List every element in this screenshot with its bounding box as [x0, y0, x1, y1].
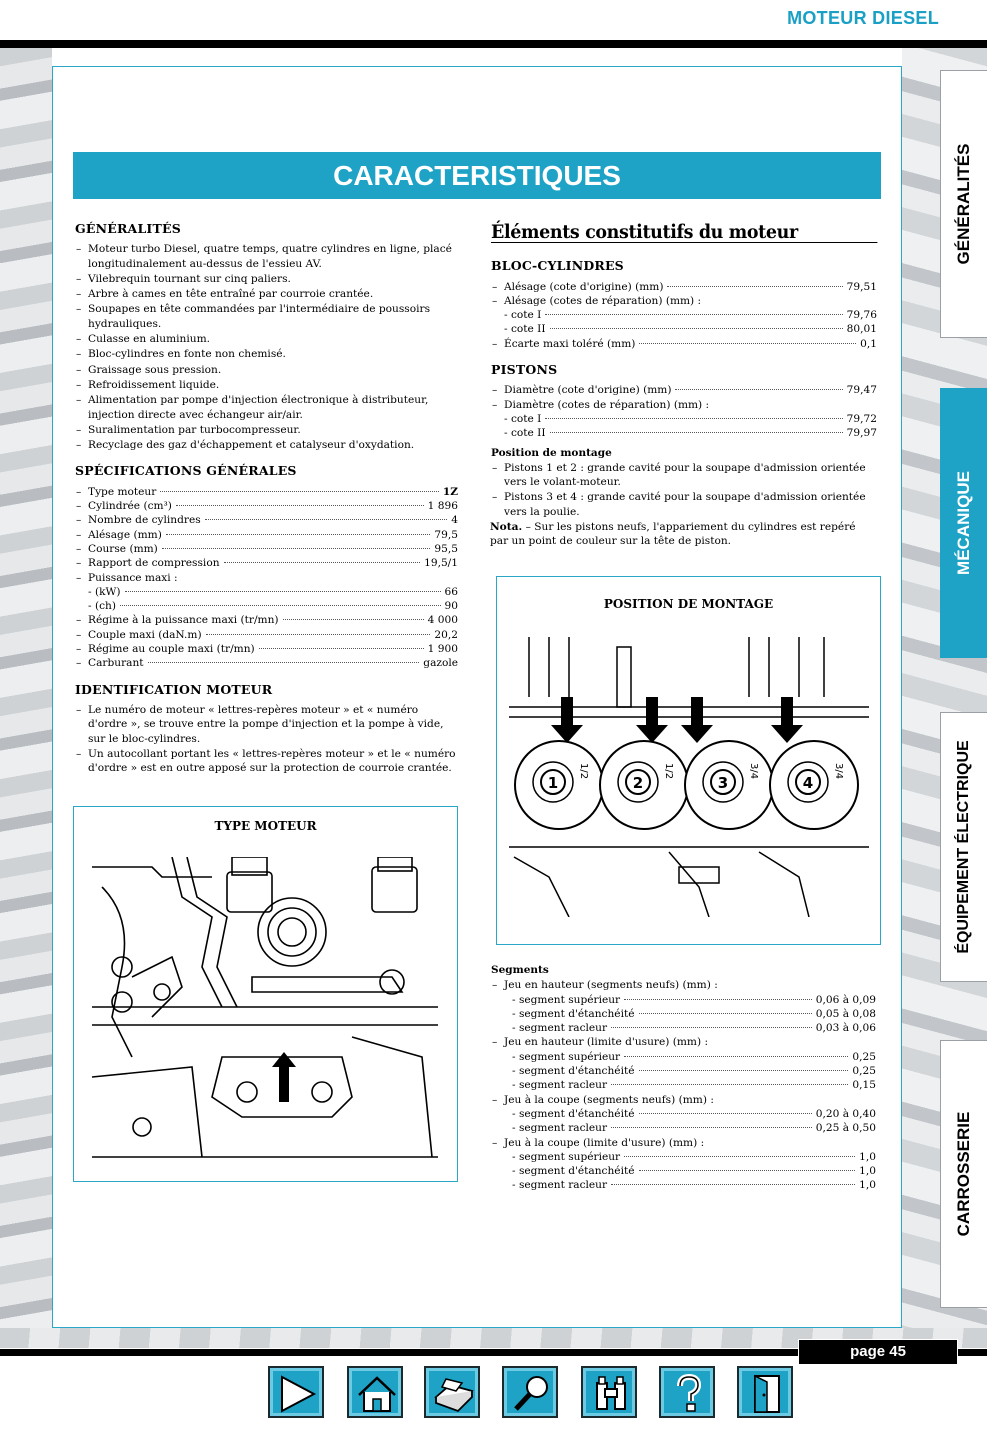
figure-title: POSITION DE MONTAGE — [603, 597, 774, 611]
spec-value: 79,51 — [846, 280, 877, 293]
spec-label: – Type moteur — [88, 485, 157, 498]
spec-label: - (ch) — [88, 600, 116, 613]
position-montage-figure — [496, 576, 881, 945]
spec-value: 1,0 — [859, 1179, 876, 1192]
tab-label: MÉCANIQUE — [954, 471, 973, 575]
spec-row — [74, 613, 458, 627]
spec-value: 0,06 à 0,09 — [815, 993, 876, 1006]
spec-row — [74, 599, 458, 613]
spec-value: 0,03 à 0,06 — [815, 1022, 876, 1035]
piston-number: 4 — [802, 774, 814, 792]
spec-value: 79,97 — [846, 427, 877, 440]
spec-value: 95,5 — [434, 542, 458, 555]
spec-row — [74, 542, 458, 556]
spec-row — [490, 1164, 876, 1178]
list-item: – Moteur turbo Diesel, quatre temps, quatre cylindres en ligne, placé longitudinalement au-dessus de l'essieu AV. — [74, 242, 458, 271]
list-item: – Culasse en aluminium. — [74, 332, 458, 346]
spec-label: – Carburant — [88, 657, 144, 670]
spec-row — [490, 280, 877, 294]
spec-label: – Régime à la puissance maxi (tr/mn) — [88, 614, 279, 627]
spec-value: 0,25 à 0,50 — [815, 1122, 876, 1135]
list-item: – Refroidissement liquide. — [74, 378, 458, 392]
spec-value: 0,05 à 0,08 — [815, 1007, 876, 1020]
spec-row — [490, 308, 877, 322]
spec-row — [74, 485, 458, 499]
page-number: page 45 — [798, 1339, 958, 1365]
spec-value: 80,01 — [846, 323, 877, 336]
list-item: – Recyclage des gaz d'échappement et catalyseur d'oxydation. — [74, 438, 458, 452]
spec-value: 0,1 — [860, 337, 877, 350]
segments-heading: Segments — [491, 964, 549, 976]
binoculars-icon — [589, 1373, 633, 1415]
home-icon — [355, 1373, 399, 1415]
piston-mark: 1/2 — [663, 763, 674, 780]
arrow-icon — [771, 697, 803, 743]
spec-row — [490, 1050, 876, 1064]
spec-value: 0,25 — [852, 1050, 876, 1063]
spec-label: – Diamètre (cote d'origine) (mm) — [504, 384, 672, 397]
list-item: – Pistons 1 et 2 : grande cavité pour la soupape d'admission orientée vers le volant-moteur. — [490, 461, 877, 490]
spec-row — [74, 528, 458, 542]
piston-number: 1 — [547, 774, 559, 792]
page-title: CARACTERISTIQUES — [73, 152, 881, 199]
pistons-illustration — [509, 637, 869, 917]
nota-text: – Sur les pistons neufs, l'appariement du cylindres est repéré par un point de couleur sur la tête de piston. — [490, 521, 856, 548]
piston-number: 2 — [632, 774, 644, 792]
print-icon — [432, 1373, 476, 1415]
spec-label: – Couple maxi (daN.m) — [88, 628, 202, 641]
list-item: – Bloc-cylindres en fonte non chemisé. — [74, 347, 458, 361]
spec-group-label: – Alésage (cotes de réparation) (mm) : — [490, 294, 877, 308]
spec-row — [490, 1064, 876, 1078]
print-button[interactable] — [424, 1366, 480, 1418]
spec-value: 4 000 — [427, 614, 458, 627]
spec-value: 90 — [444, 600, 458, 613]
spec-row — [74, 585, 458, 599]
spec-label: – Alésage (cote d'origine) (mm) — [504, 280, 664, 293]
next-icon — [276, 1373, 320, 1415]
spec-label: - segment d'étanchéité — [512, 1107, 635, 1120]
binoculars-button[interactable] — [581, 1366, 637, 1418]
spec-label: - segment racleur — [512, 1179, 608, 1192]
list-item: – Vilebrequin tournant sur cinq paliers. — [74, 272, 458, 286]
spec-value: 1,0 — [859, 1165, 876, 1178]
spec-row — [490, 1150, 876, 1164]
spec-row — [490, 412, 877, 426]
spec-label: – Course (mm) — [88, 542, 158, 555]
arrow-icon — [272, 1052, 296, 1102]
list-item: – Arbre à cames en tête entraîné par courroie crantée. — [74, 287, 458, 301]
spec-label: – Cylindrée (cm³) — [88, 500, 172, 513]
spec-row — [74, 499, 458, 513]
spec-group-label: – Diamètre (cotes de réparation) (mm) : — [490, 398, 877, 412]
section-title: MOTEUR DIESEL — [787, 8, 939, 28]
spec-label: - segment racleur — [512, 1122, 608, 1135]
right-column — [490, 222, 877, 550]
spec-label: – Nombre de cylindres — [88, 514, 201, 527]
spec-row — [74, 556, 458, 570]
type-moteur-figure — [73, 806, 458, 1182]
arrow-icon — [551, 697, 583, 743]
spec-value: 1 900 — [427, 643, 458, 656]
specifications-list — [74, 485, 458, 671]
list-item: – Un autocollant portant les « lettres-repères moteur » et le « numéro d'ordre » est en outre apposé sur la protection de courroie crantée. — [74, 747, 458, 776]
spec-label: – Alésage (mm) — [88, 528, 162, 541]
spec-label: - cote I — [504, 309, 542, 322]
section-subtitle: Éléments constitutifs du moteur — [491, 225, 877, 243]
spec-label: - segment d'étanchéité — [512, 1165, 635, 1178]
spec-value: 1 896 — [427, 500, 458, 513]
spec-row — [490, 993, 876, 1007]
help-button[interactable] — [659, 1366, 715, 1418]
nota — [490, 520, 877, 549]
spec-value: 0,20 à 0,40 — [815, 1107, 876, 1120]
spec-value: 1Z — [442, 485, 458, 498]
exit-button[interactable] — [737, 1366, 793, 1418]
piston-mark: 3/4 — [833, 763, 844, 780]
arrow-icon — [636, 697, 668, 743]
spec-row — [74, 628, 458, 642]
spec-value: 79,72 — [846, 412, 877, 425]
left-column — [74, 222, 458, 776]
spec-row — [74, 513, 458, 527]
piston-number: 3 — [717, 774, 729, 792]
spec-row — [490, 1078, 876, 1092]
spec-value: 79,76 — [846, 309, 877, 322]
list-item: – Alimentation par pompe d'injection électronique à distributeur, injection directe avec échangeur air/air. — [74, 393, 458, 422]
spec-group-label: – Jeu en hauteur (limite d'usure) (mm) : — [490, 1035, 877, 1049]
generalites-heading: GÉNÉRALITÉS — [75, 221, 181, 236]
specifications-heading: SPÉCIFICATIONS GÉNÉRALES — [75, 463, 297, 479]
search-button[interactable] — [502, 1366, 558, 1418]
tab-carrosserie[interactable] — [940, 1040, 987, 1308]
spec-value: 66 — [444, 585, 458, 598]
home-button[interactable] — [347, 1366, 403, 1418]
spec-value: 79,47 — [846, 384, 877, 397]
list-item: – Pistons 3 et 4 : grande cavité pour la soupape d'admission orientée vers la poulie. — [490, 490, 877, 519]
spec-label: - cote II — [504, 427, 546, 440]
piston-mark: 1/2 — [578, 763, 589, 780]
spec-value: 0,15 — [852, 1079, 876, 1092]
generalites-list — [74, 242, 458, 452]
spec-row — [490, 1121, 876, 1135]
spec-row — [490, 322, 877, 336]
spec-value: gazole — [423, 657, 458, 670]
spec-label: - segment racleur — [512, 1022, 608, 1035]
pistons-heading: PISTONS — [491, 362, 558, 378]
spec-value: 1,0 — [859, 1150, 876, 1163]
spec-value: 0,25 — [852, 1065, 876, 1078]
spec-group-label: – Jeu à la coupe (segments neufs) (mm) : — [490, 1093, 877, 1107]
figure-title: TYPE MOTEUR — [214, 819, 317, 833]
spec-label: – Régime au couple maxi (tr/mn) — [88, 643, 255, 656]
spec-row — [490, 337, 877, 351]
tab-generalites[interactable] — [940, 70, 987, 338]
spec-label: – Rapport de compression — [88, 557, 220, 570]
engine-block-illustration — [92, 857, 438, 1177]
spec-row — [490, 1007, 876, 1021]
list-item: – Le numéro de moteur « lettres-repères moteur » et « numéro d'ordre », se trouve entre la pompe d'injection et la pompe à vide, sur le bloc-cylindres. — [74, 703, 458, 746]
spec-row — [74, 656, 458, 670]
spec-row — [490, 1178, 876, 1192]
spec-row — [490, 1021, 876, 1035]
arrow-icon — [681, 697, 713, 743]
spec-label: - cote I — [504, 412, 542, 425]
tab-equipement-electrique[interactable] — [940, 712, 987, 982]
position-heading: Position de montage — [491, 446, 612, 459]
tab-label: CARROSSERIE — [954, 1111, 973, 1237]
piston-mark: 3/4 — [748, 763, 759, 780]
spec-row — [490, 1107, 876, 1121]
spec-label: - (kW) — [88, 585, 121, 598]
tab-mecanique[interactable] — [940, 388, 987, 658]
top-rule — [0, 40, 987, 48]
spec-row — [490, 426, 877, 440]
spec-value: 4 — [451, 514, 458, 527]
spec-value: 19,5/1 — [424, 557, 458, 570]
next-button[interactable] — [268, 1366, 324, 1418]
spec-label: - cote II — [504, 323, 546, 336]
list-item: – Suralimentation par turbocompresseur. — [74, 423, 458, 437]
list-item: – Soupapes en tête commandées par l'intermédiaire de poussoirs hydrauliques. — [74, 302, 458, 331]
spec-label: – Écarte maxi toléré (mm) — [504, 337, 636, 350]
spec-label: - segment supérieur — [512, 1050, 621, 1063]
spec-label: - segment d'étanchéité — [512, 1007, 635, 1020]
background-texture-left — [0, 48, 52, 1348]
spec-value: 20,2 — [434, 628, 458, 641]
tab-label: GÉNÉRALITÉS — [954, 143, 973, 265]
spec-row — [74, 642, 458, 656]
bloc-heading: BLOC-CYLINDRES — [491, 258, 624, 274]
identification-heading: IDENTIFICATION MOTEUR — [75, 681, 273, 697]
nota-label: Nota. — [490, 521, 523, 534]
spec-group-label: – Puissance maxi : — [74, 571, 458, 585]
list-item: – Graissage sous pression. — [74, 363, 458, 377]
exit-icon — [745, 1373, 789, 1415]
spec-label: - segment supérieur — [512, 1150, 621, 1163]
spec-value: 79,5 — [434, 528, 458, 541]
help-icon — [667, 1373, 711, 1415]
search-icon — [510, 1373, 554, 1415]
segments-section — [490, 960, 877, 1193]
spec-label: - segment racleur — [512, 1079, 608, 1092]
spec-group-label: – Jeu en hauteur (segments neufs) (mm) : — [490, 978, 877, 992]
spec-label: - segment supérieur — [512, 993, 621, 1006]
spec-label: - segment d'étanchéité — [512, 1065, 635, 1078]
spec-group-label: – Jeu à la coupe (limite d'usure) (mm) : — [490, 1136, 877, 1150]
tab-label: ÉQUIPEMENT ÉLECTRIQUE — [955, 740, 972, 954]
spec-row — [490, 383, 877, 397]
